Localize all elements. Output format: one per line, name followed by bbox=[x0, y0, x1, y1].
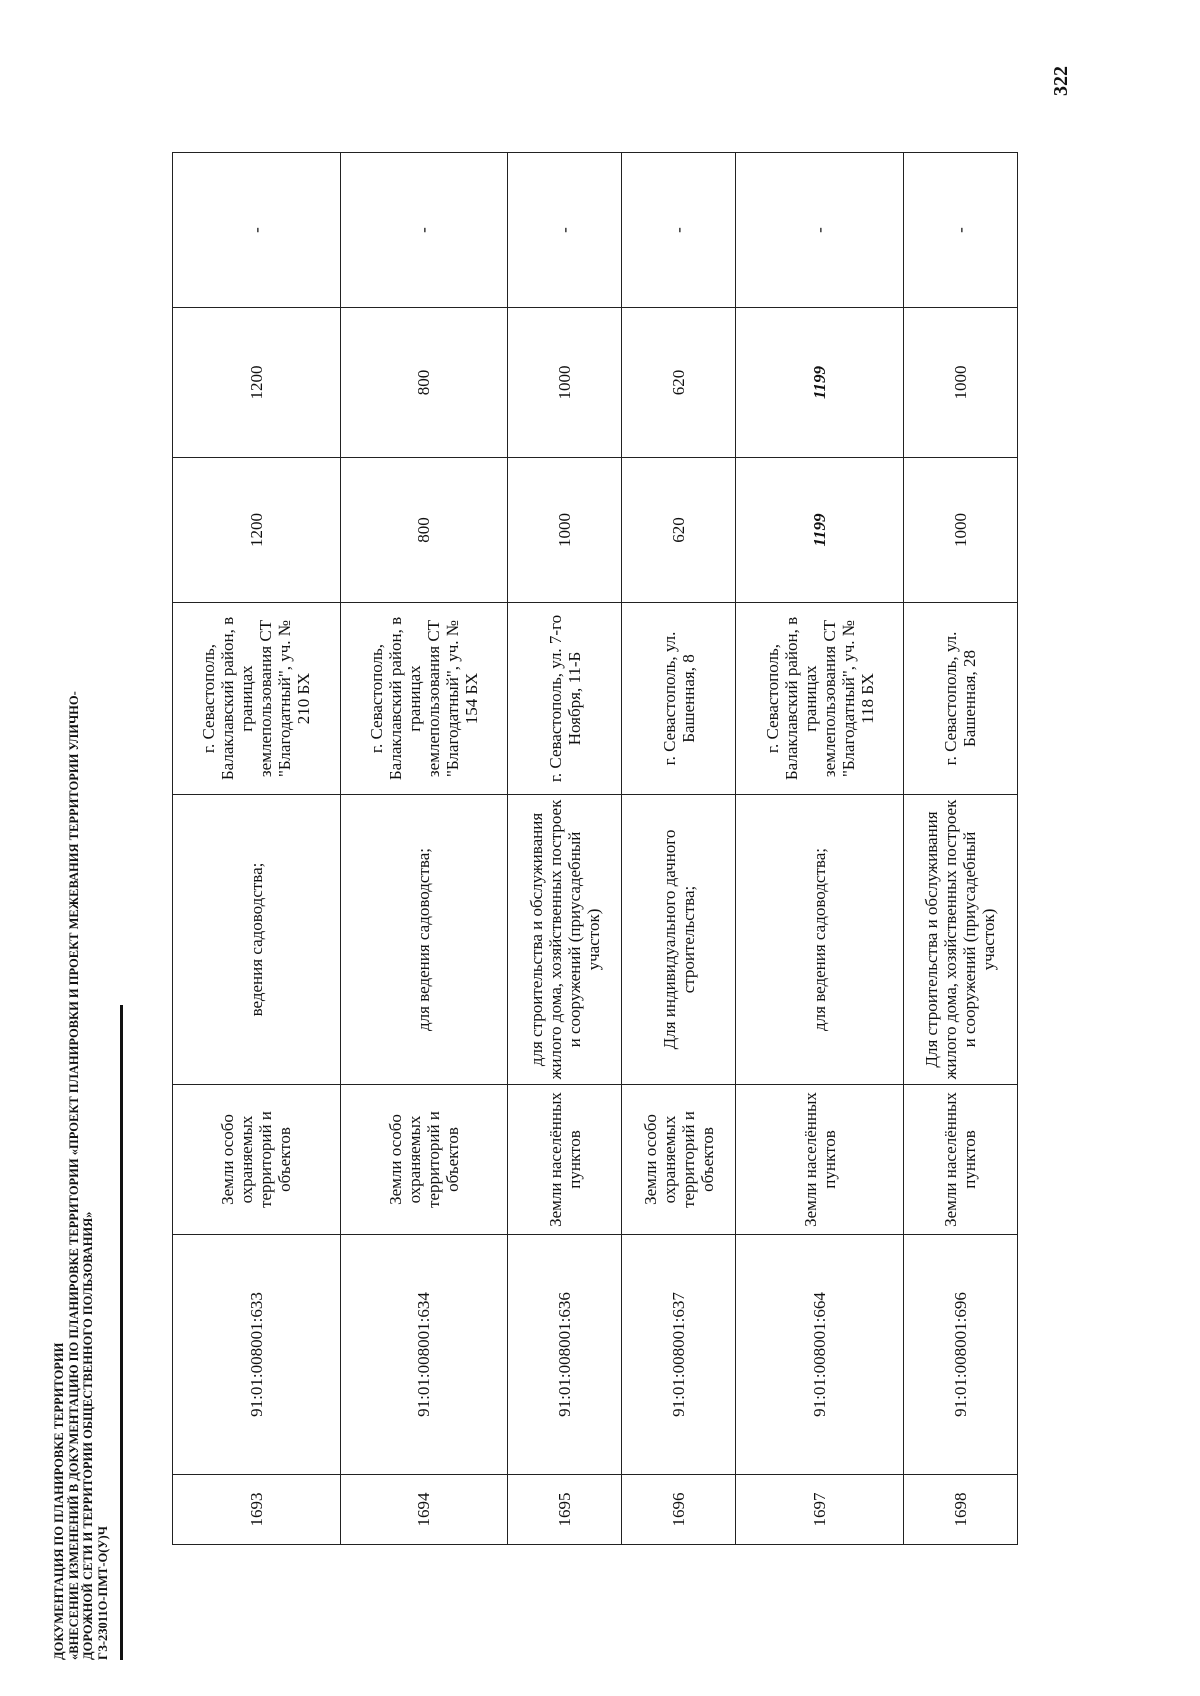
permitted-use: Для индивидуального дачного строительства; bbox=[622, 795, 736, 1085]
address: г. Севастополь, Балаклавский район, в границах землепользования СТ "Благодатный", уч. № 210 БХ bbox=[173, 603, 341, 795]
row-number: 1695 bbox=[508, 1475, 622, 1545]
row-number: 1696 bbox=[622, 1475, 736, 1545]
row-number: 1698 bbox=[903, 1475, 1017, 1545]
land-category: Земли особо охраняемых территорий и объектов bbox=[340, 1085, 508, 1235]
address: г. Севастополь, ул. Башенная, 28 bbox=[903, 603, 1017, 795]
area-2: 800 bbox=[340, 308, 508, 458]
permitted-use: для строительства и обслуживания жилого дома, хозяйственных построек и сооружений (приусадебный участок) bbox=[508, 795, 622, 1085]
land-category: Земли населённых пунктов bbox=[736, 1085, 904, 1235]
cadastral-number: 91:01:008001:696 bbox=[903, 1235, 1017, 1475]
cadastral-number: 91:01:008001:633 bbox=[173, 1235, 341, 1475]
area-1: 800 bbox=[340, 458, 508, 603]
header-line-3: ДОРОЖНОЙ СЕТИ И ТЕРРИТОРИИ ОБЩЕСТВЕННОГО ПОЛЬЗОВАНИЯ» bbox=[81, 1211, 95, 1660]
cadastral-number: 91:01:008001:637 bbox=[622, 1235, 736, 1475]
note: - bbox=[736, 153, 904, 308]
table-row bbox=[736, 153, 904, 1545]
note: - bbox=[508, 153, 622, 308]
land-category: Земли особо охраняемых территорий и объектов bbox=[622, 1085, 736, 1235]
land-category: Земли населённых пунктов bbox=[903, 1085, 1017, 1235]
address: г. Севастополь, Балаклавский район, в границах землепользования СТ "Благодатный", уч. № 154 БХ bbox=[340, 603, 508, 795]
area-1: 1200 bbox=[173, 458, 341, 603]
note: - bbox=[340, 153, 508, 308]
area-2: 1199 bbox=[736, 308, 904, 458]
header-line-1: ДОКУМЕНТАЦИЯ ПО ПЛАНИРОВКЕ ТЕРРИТОРИИ bbox=[52, 1342, 66, 1660]
cadastral-number: 91:01:008001:634 bbox=[340, 1235, 508, 1475]
document-header bbox=[52, 100, 123, 1660]
area-2: 620 bbox=[622, 308, 736, 458]
permitted-use: Для строительства и обслуживания жилого дома, хозяйственных построек и сооружений (приусадебный участок) bbox=[903, 795, 1017, 1085]
note: - bbox=[622, 153, 736, 308]
table-row bbox=[622, 153, 736, 1545]
table-row bbox=[508, 153, 622, 1545]
cadastral-number: 91:01:008001:664 bbox=[736, 1235, 904, 1475]
note: - bbox=[903, 153, 1017, 308]
area-2: 1000 bbox=[903, 308, 1017, 458]
area-2: 1000 bbox=[508, 308, 622, 458]
area-1: 1199 bbox=[736, 458, 904, 603]
land-category: Земли населённых пунктов bbox=[508, 1085, 622, 1235]
permitted-use: для ведения садоводства; bbox=[340, 795, 508, 1085]
area-1: 1000 bbox=[903, 458, 1017, 603]
table-row bbox=[173, 153, 341, 1545]
land-category: Земли особо охраняемых территорий и объектов bbox=[173, 1085, 341, 1235]
area-1: 620 bbox=[622, 458, 736, 603]
permitted-use: для ведения садоводства; bbox=[736, 795, 904, 1085]
row-number: 1697 bbox=[736, 1475, 904, 1545]
table-row bbox=[340, 153, 508, 1545]
header-line-4: ГЗ-23011О-ПМТ-О(У)Ч bbox=[95, 1526, 110, 1660]
land-plots-table bbox=[172, 152, 1018, 1545]
cadastral-number: 91:01:008001:636 bbox=[508, 1235, 622, 1475]
header-rule bbox=[120, 1005, 123, 1660]
address: г. Севастополь, ул. 7-го Ноября, 11-Б bbox=[508, 603, 622, 795]
area-2: 1200 bbox=[173, 308, 341, 458]
note: - bbox=[173, 153, 341, 308]
page-number: 322 bbox=[1050, 66, 1072, 96]
permitted-use: ведения садоводства; bbox=[173, 795, 341, 1085]
address: г. Севастополь, Балаклавский район, в границах землепользования СТ "Благодатный", уч. № 118 БХ bbox=[736, 603, 904, 795]
row-number: 1694 bbox=[340, 1475, 508, 1545]
area-1: 1000 bbox=[508, 458, 622, 603]
row-number: 1693 bbox=[173, 1475, 341, 1545]
header-line-2: «ВНЕСЕНИЕ ИЗМЕНЕНИЙ В ДОКУМЕНТАЦИЮ ПО ПЛАНИРОВКЕ ТЕРРИТОРИИ «ПРОЕКТ ПЛАНИРОВКИ И ПРОЕКТ МЕЖЕВАНИЯ ТЕРРИТОРИИ УЛИЧНО- bbox=[66, 691, 81, 1660]
table-row bbox=[903, 153, 1017, 1545]
address: г. Севастополь, ул. Башенная, 8 bbox=[622, 603, 736, 795]
